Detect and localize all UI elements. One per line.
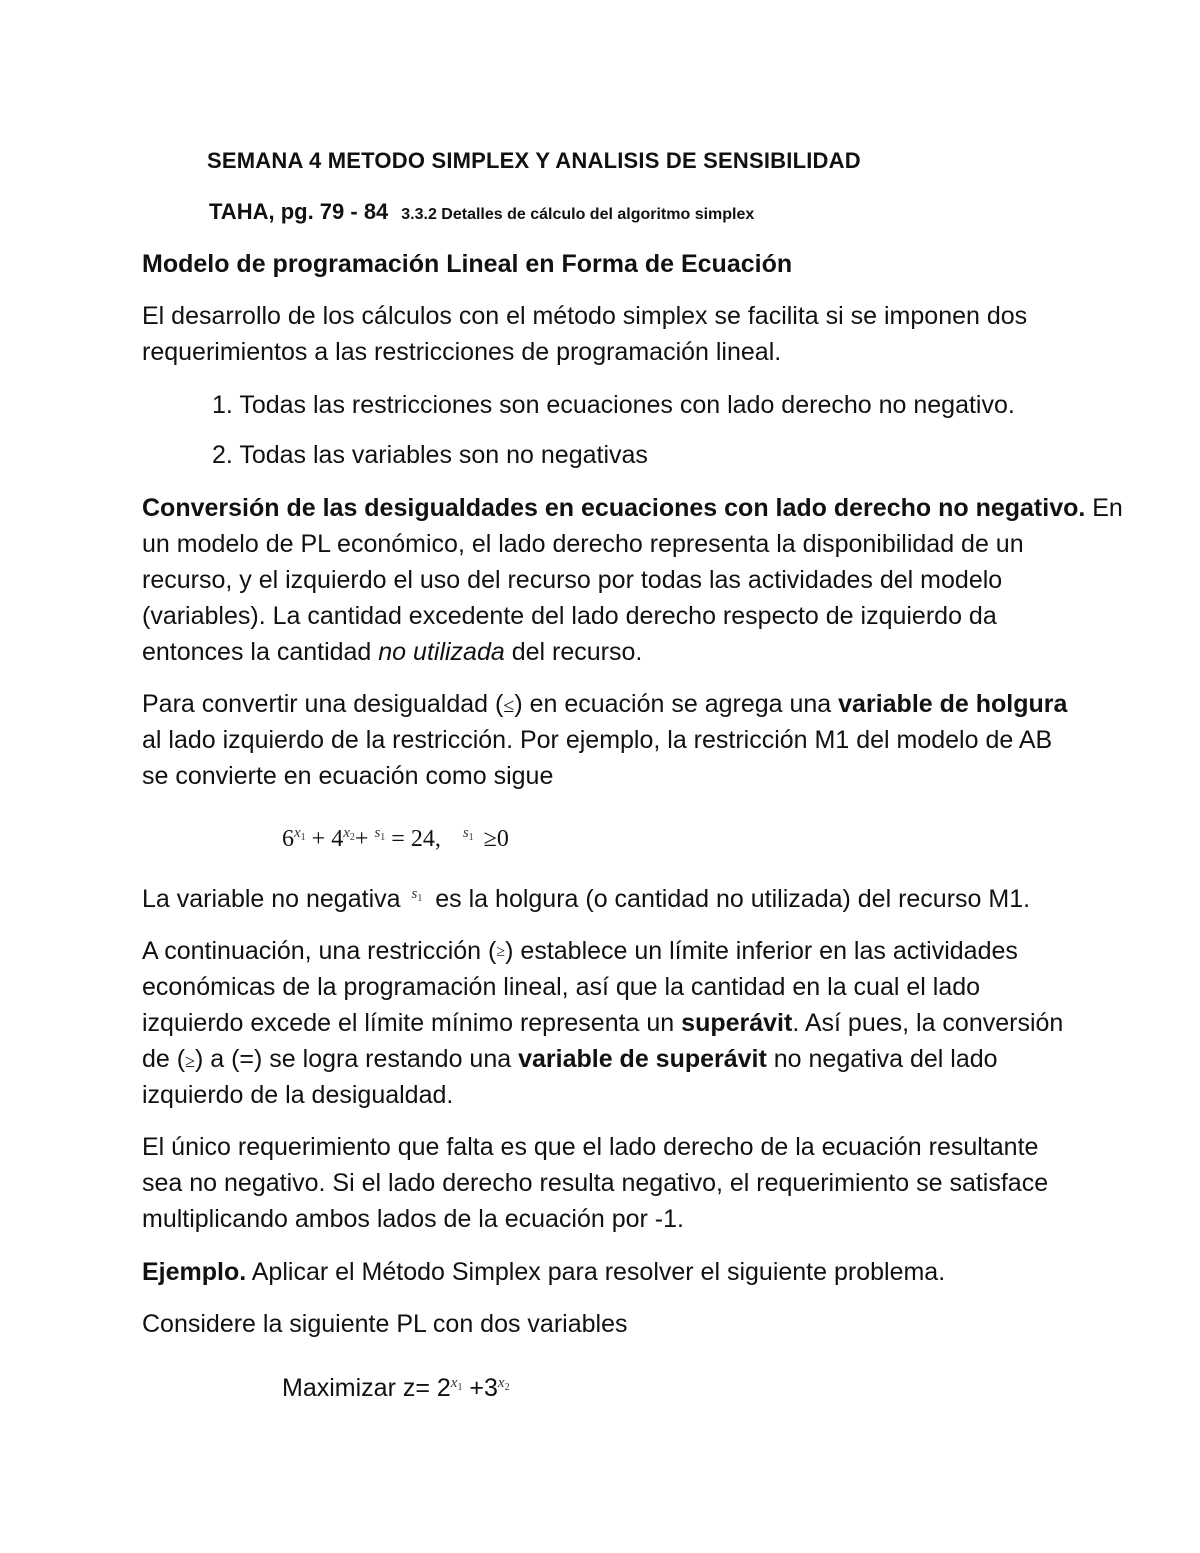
reference-pages: TAHA, pg. 79 - 84	[209, 199, 389, 224]
slack-note	[142, 884, 1030, 920]
constraint-equation	[282, 824, 509, 859]
intro-line-1: El desarrollo de los cálculos con el método simplex se facilita si se imponen dos	[142, 302, 1028, 330]
document-title: SEMANA 4 METODO SIMPLEX Y ANALISIS DE SENSIBILIDAD	[207, 148, 861, 173]
objective-function	[282, 1373, 510, 1409]
rhs-note-line-2: sea no negativo. Si el lado derecho resulta negativo, el requerimiento se satisface	[142, 1169, 1049, 1197]
surplus-line-3-post: . Así pues, la conversión	[792, 1009, 1064, 1037]
requirement-item-2: 2. Todas las variables son no negativas	[212, 441, 648, 469]
term-superavit: superávit	[681, 1009, 793, 1037]
eq-var-x1: x1	[294, 825, 306, 843]
rhs-note-line-1: El único requerimiento que falta es que el lado derecho de la ecuación resultante	[142, 1133, 1039, 1161]
example-label: Ejemplo.	[142, 1258, 247, 1286]
slack-line-1-mid: ) en ecuación se agrega una	[514, 690, 839, 718]
conversion-line-2: un modelo de PL económico, el lado derecho representa la disponibilidad de un	[142, 530, 1024, 558]
objective-var-x2: x2	[497, 1375, 510, 1393]
greater-equal-symbol: ≥	[496, 943, 506, 960]
eq-var-s1: s1	[374, 825, 386, 843]
conversion-line-3: recurso, y el izquierdo el uso del recurso por todas las actividades del modelo	[142, 566, 1003, 594]
eq-var-s1-nonneg: s1	[462, 825, 474, 843]
surplus-line-4-post: no negativa del lado	[766, 1045, 998, 1073]
surplus-line-2: económicas de la programación lineal, así que la cantidad en la cual el lado	[142, 973, 981, 1001]
section-heading: Modelo de programación Lineal en Forma de Ecuación	[142, 250, 793, 278]
surplus-line-1-post: ) establece un límite inferior en las actividades	[505, 937, 1018, 965]
objective-pre: Maximizar z= 2	[282, 1374, 451, 1402]
term-variable-de-holgura: variable de holgura	[838, 690, 1068, 718]
eq-coef-6: 6	[282, 826, 294, 852]
conversion-line-4: (variables). La cantidad excedente del lado derecho respecto de izquierdo da	[142, 602, 997, 630]
conversion-line-1	[142, 493, 1123, 523]
eq-rhs: = 24,	[385, 826, 441, 852]
slack-line-2: al lado izquierdo de la restricción. Por ejemplo, la restricción M1 del modelo de AB	[142, 726, 1053, 754]
reference-section: 3.3.2 Detalles de cálculo del algoritmo simplex	[401, 206, 755, 223]
requirement-item-1: 1. Todas las restricciones son ecuaciones con lado derecho no negativo.	[212, 391, 1015, 419]
slack-line-3: se convierte en ecuación como sigue	[142, 762, 554, 790]
conversion-line-1-tail: En	[1085, 494, 1123, 522]
eq-plus-4: + 4	[305, 826, 344, 852]
surplus-line-5: izquierdo de la desigualdad.	[142, 1081, 454, 1109]
conversion-heading: Conversión de las desigualdades en ecuaciones con lado derecho no negativo.	[142, 494, 1086, 522]
eq-zero: 0	[496, 826, 509, 852]
surplus-line-1-pre: A continuación, una restricción (	[142, 937, 497, 965]
objective-var-x1: x1	[450, 1375, 463, 1393]
surplus-line-4-mid: ) a (=) se logra restando una	[194, 1045, 519, 1073]
surplus-line-3	[142, 1008, 1063, 1038]
eq-var-x2: x2	[343, 825, 355, 843]
conversion-line-5-post: del recurso.	[504, 638, 643, 666]
conversion-line-5	[142, 637, 642, 667]
surplus-line-1	[142, 936, 1018, 970]
slack-line-1-pre: Para convertir una desigualdad (	[142, 690, 504, 718]
example-text: Aplicar el Método Simplex para resolver el siguiente problema.	[246, 1258, 946, 1286]
consider-line: Considere la siguiente PL con dos variables	[142, 1310, 628, 1338]
eq-plus: +	[354, 826, 369, 852]
slack-line-1	[142, 689, 1067, 721]
emphasis-no-utilizada: no utilizada	[378, 638, 505, 666]
conversion-line-5-pre: entonces la cantidad	[142, 638, 379, 666]
term-variable-de-superavit: variable de superávit	[518, 1045, 767, 1073]
example-line	[142, 1257, 945, 1287]
slack-note-pre: La variable no negativa	[142, 885, 401, 913]
slack-note-var-s1: s1	[411, 886, 423, 904]
surplus-line-4-pre: de (	[142, 1045, 186, 1073]
intro-line-2: requerimientos a las restricciones de programación lineal.	[142, 338, 782, 366]
greater-equal-symbol-2: ≥	[185, 1051, 195, 1071]
rhs-note-line-3: multiplicando ambos lados de la ecuación por -1.	[142, 1205, 684, 1233]
reference-line	[209, 196, 754, 230]
eq-greater-equal: ≥	[483, 826, 497, 852]
objective-mid: +3	[462, 1374, 498, 1402]
slack-note-post: es la holgura (o cantidad no utilizada) del recurso M1.	[435, 885, 1031, 913]
less-equal-symbol: ≤	[503, 695, 515, 717]
surplus-line-4	[142, 1044, 998, 1076]
surplus-line-3-pre: izquierdo excede el límite mínimo representa un	[142, 1009, 682, 1037]
